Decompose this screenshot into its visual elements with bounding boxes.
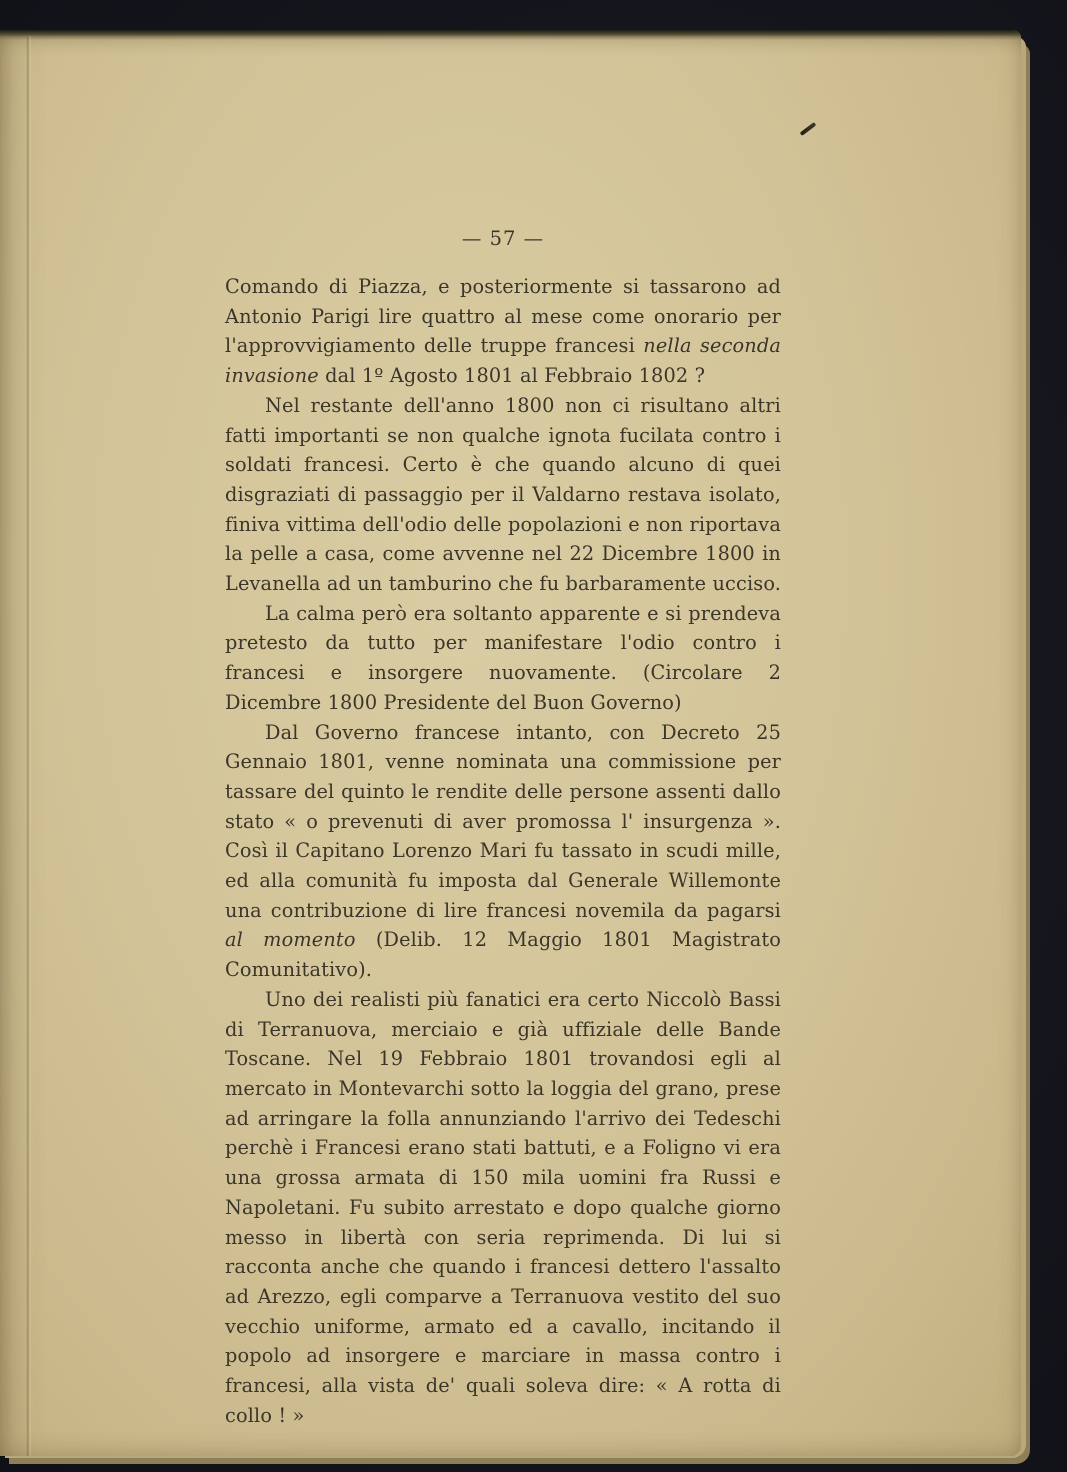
paragraph (225, 599, 781, 718)
text-segment: Dal Governo francese intanto, con Decreto 25 Gennaio 1801, venne nominata una commissione per tassare del quinto le rendite delle persone assenti dallo stato « o prevenuti di aver promossa l' insurgenza ». Così il Capitano Lorenzo Mari fu tassato in scudi mille, ed alla comunità fu imposta dal Generale Willemonte una contribuzione di lire francesi novemila da pagarsi (225, 720, 781, 922)
text-segment: dal 1º Agosto 1801 al Febbraio 1802 ? (318, 364, 706, 388)
text-segment: Nel restante dell'anno 1800 non ci risultano altri fatti importanti se non qualche ignota fucilata contro i soldati francesi. Certo è che quando alcuno di quei disgraziati di passaggio per il Valdarno restava isolato, finiva vittima dell'odio delle popolazioni e non riportava la pelle a casa, come avvenne nel 22 Dicembre 1800 in Levanella ad un tamburino che fu barbaramente ucciso. (225, 393, 782, 596)
text-segment-italic: al momento (225, 928, 356, 952)
page-top-edge (0, 30, 1021, 40)
text-segment: La calma però era soltanto apparente e si prendeva pretesto da tutto per manifestare l'odio contro i francesi e insorgere nuovamente. (Circolare 2 Dicembre 1800 Presidente del Buon Governo) (225, 601, 781, 714)
text-segment: Comando di Piazza, e posteriormente si tassarono ad Antonio Parigi lire quattro al mese come onorario per l'approvvigiamento delle truppe francesi (225, 275, 781, 358)
paragraph (225, 985, 781, 1431)
text-segment-italic: nella seconda invasione (225, 334, 781, 388)
paragraph (225, 391, 781, 599)
ink-speck (800, 122, 817, 136)
binding-crease (26, 36, 31, 1456)
text-segment: (Delib. 12 Maggio 1801 Magistrato Comunitativo). (225, 928, 781, 982)
text-segment: Uno dei realisti più fanatici era certo Niccolò Bassi di Terranuova, merciaio e già uffiziale delle Bande Toscane. Nel 19 Febbraio 1801 trovandosi egli al mercato in Montevarchi sotto la loggia del grano, prese ad arringare la folla annunziando l'arrivo dei Tedeschi perchè i Francesi erano stati battuti, e a Foligno vi era una grossa armata di 150 mila uomini fra Russi e Napoletani. Fu subito arrestato e dopo qualche giorno messo in libertà con seria reprimenda. Di lui si racconta anche che quando i francesi dettero l'assalto ad Arezzo, egli comparve a Terranuova vestito del suo vecchio uniforme, armato ed a cavallo, incitando il popolo ad insorgere e marciare in massa contro i francesi, alla vista de' quali soleva dire: « A rotta di collo ! » (225, 987, 781, 1427)
text-block (225, 272, 781, 1430)
paragraph (225, 718, 781, 985)
paragraph (225, 272, 781, 391)
page-number: — 57 — (461, 227, 545, 250)
book-page (0, 30, 1021, 1456)
